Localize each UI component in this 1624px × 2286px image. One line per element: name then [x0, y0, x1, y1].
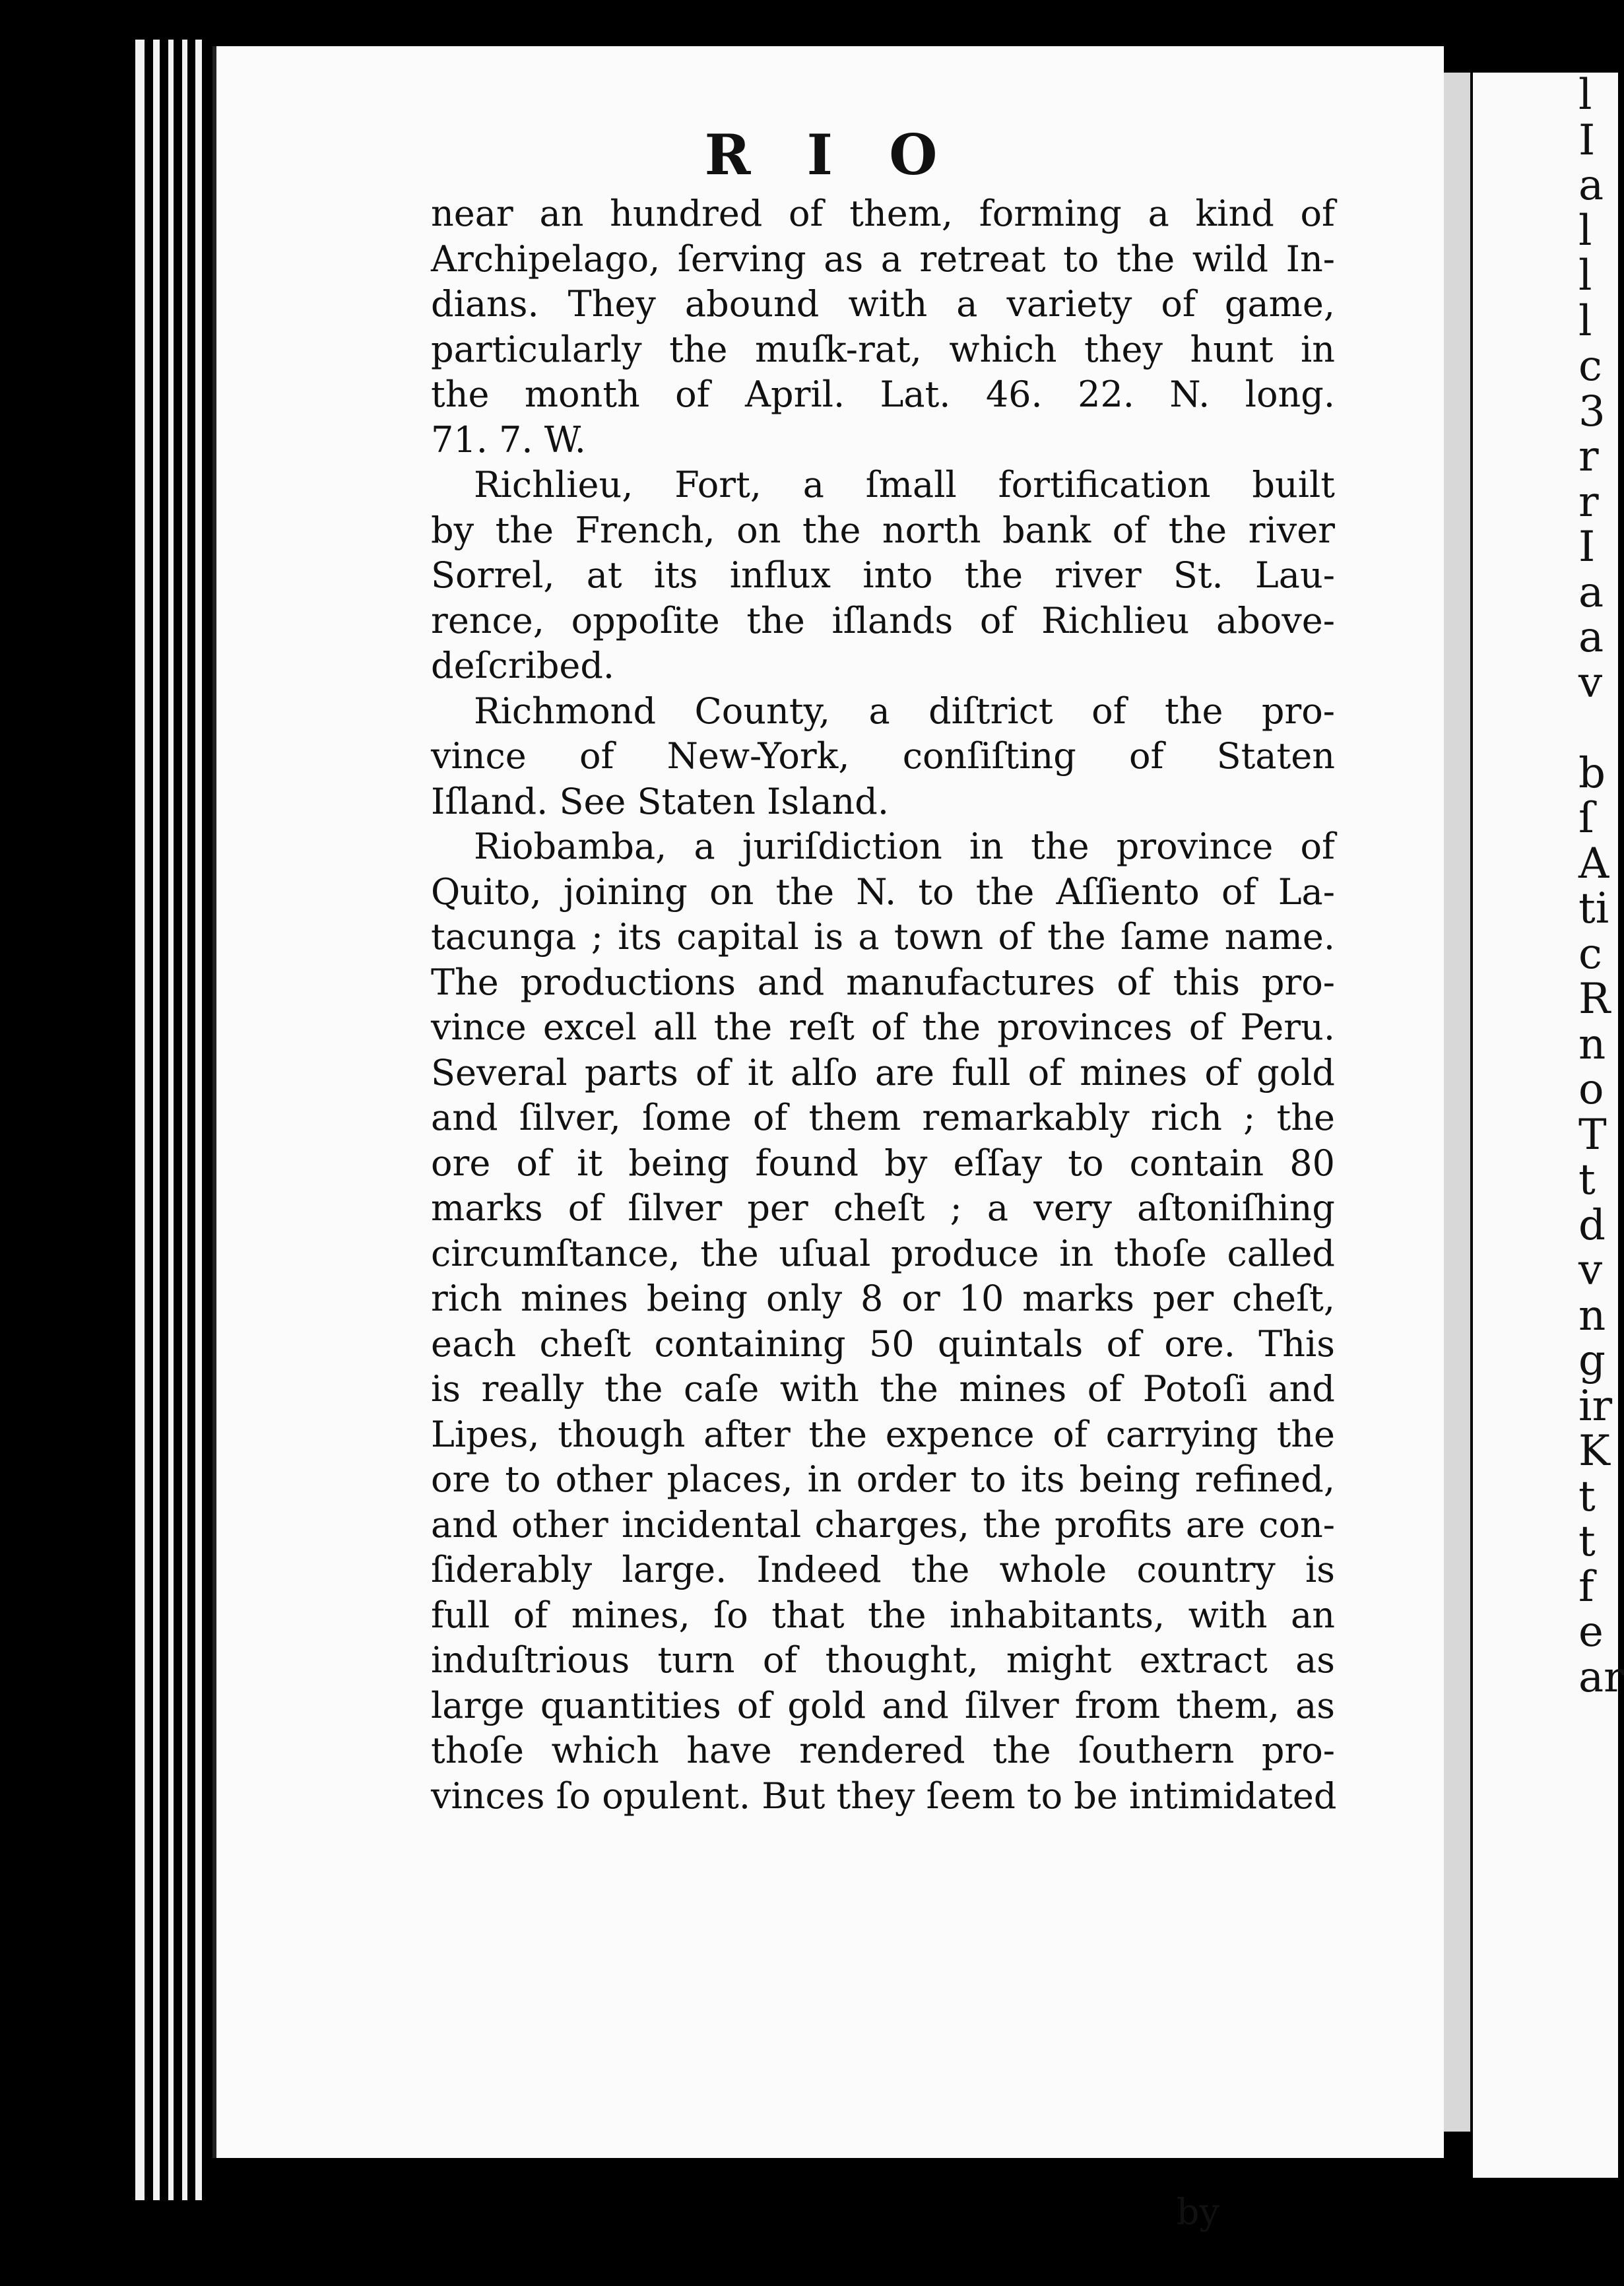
text-line: Richmond County, a diſtrict of the pro- [474, 690, 1335, 732]
text-line: Iſland. See Staten Island. [431, 780, 890, 822]
text-line: Riobamba, a juriſdiction in the province of [474, 826, 1335, 867]
text-line: by the French, on the north bank of the river [431, 509, 1335, 551]
book-page [212, 46, 1444, 2233]
text-line: rich mines being only 8 or 10 marks per cheſt, [431, 1278, 1335, 1319]
running-head: R I O [704, 122, 956, 187]
entry-riobamba [431, 824, 1335, 1819]
text-line: vince of New-York, conſiſting of Staten [431, 735, 1335, 777]
page-edge [182, 40, 187, 2200]
entry-continuation [431, 191, 1335, 463]
text-line: ſiderably large. Indeed the whole country is [431, 1549, 1335, 1590]
catchword: by [1176, 2191, 1219, 2233]
text-line: the month of April. Lat. 46. 22. N. long. [431, 374, 1335, 415]
text-line: dians. They abound with a variety of game, [431, 283, 1335, 325]
text-line: particularly the muſk-rat, which they hunt in [431, 328, 1335, 370]
text-line: Lipes, though after the expence of carrying the [431, 1413, 1335, 1455]
text-line: and ſilver, ſome of them remarkably rich ; the [431, 1097, 1335, 1138]
entry-richlieu-fort [431, 463, 1335, 689]
text-line: and other incidental charges, the profits are con- [431, 1503, 1335, 1546]
text-line: marks of ſilver per cheſt ; a very aſtoniſhing [431, 1187, 1335, 1229]
text-line: deſcribed. [431, 645, 615, 686]
text-line: ore of it being found by eſſay to contain 80 [431, 1142, 1335, 1184]
text-line: circumſtance, the uſual produce in thoſe called [431, 1232, 1335, 1274]
text-line: large quantities of gold and ſilver from them, as [431, 1684, 1335, 1726]
text-line: is really the caſe with the mines of Potoſi and [431, 1368, 1335, 1410]
text-line: near an hundred of them, forming a kind of [431, 193, 1335, 234]
page-edge [168, 40, 174, 2200]
facing-page-edge [1473, 71, 1624, 2178]
text-line: Archipelago, ſerving as a retreat to the wild In- [431, 238, 1335, 280]
text-line: full of mines, ſo that the inhabitants, with an [431, 1594, 1335, 1636]
text-line: vince excel all the reſt of the provinces of Peru. [431, 1006, 1335, 1048]
entry-richmond-county [431, 689, 1335, 825]
text-line: Quito, joining on the N. to the Aſſiento of La- [431, 870, 1335, 913]
text-line: The productions and manufactures of this pro- [431, 961, 1335, 1003]
page-edge [135, 40, 145, 2200]
text-line: thoſe which have rendered the ſouthern pro- [431, 1730, 1335, 1771]
page-edge [153, 40, 160, 2200]
text-line: vinces ſo opulent. But they ſeem to be intimidated [431, 1775, 1337, 1817]
text-line: Several parts of it alſo are full of mines of gold [431, 1051, 1335, 1094]
text-line: ore to other places, in order to its being refined, [431, 1458, 1335, 1500]
text-line: induſtrious turn of thought, might extract as [431, 1639, 1335, 1681]
text-block [431, 191, 1335, 1819]
text-line: Sorrel, at its influx into the river St. Lau- [431, 554, 1335, 596]
page-edge [195, 40, 202, 2200]
facing-page-letters: l I a l l l c 3 r r I a a v b ſ A ti c R n o T t d v n g ir K t t f e ar [1578, 71, 1624, 1702]
text-line: 71. 7. W. [431, 418, 586, 461]
text-line: tacunga ; its capital is a town of the ſame name. [431, 916, 1335, 958]
text-line: rence, oppoſite the iſlands of Richlieu above- [431, 599, 1335, 641]
text-line: Richlieu, Fort, a ſmall fortification built [474, 464, 1335, 506]
text-line: each cheſt containing 50 quintals of ore. This [431, 1323, 1335, 1365]
